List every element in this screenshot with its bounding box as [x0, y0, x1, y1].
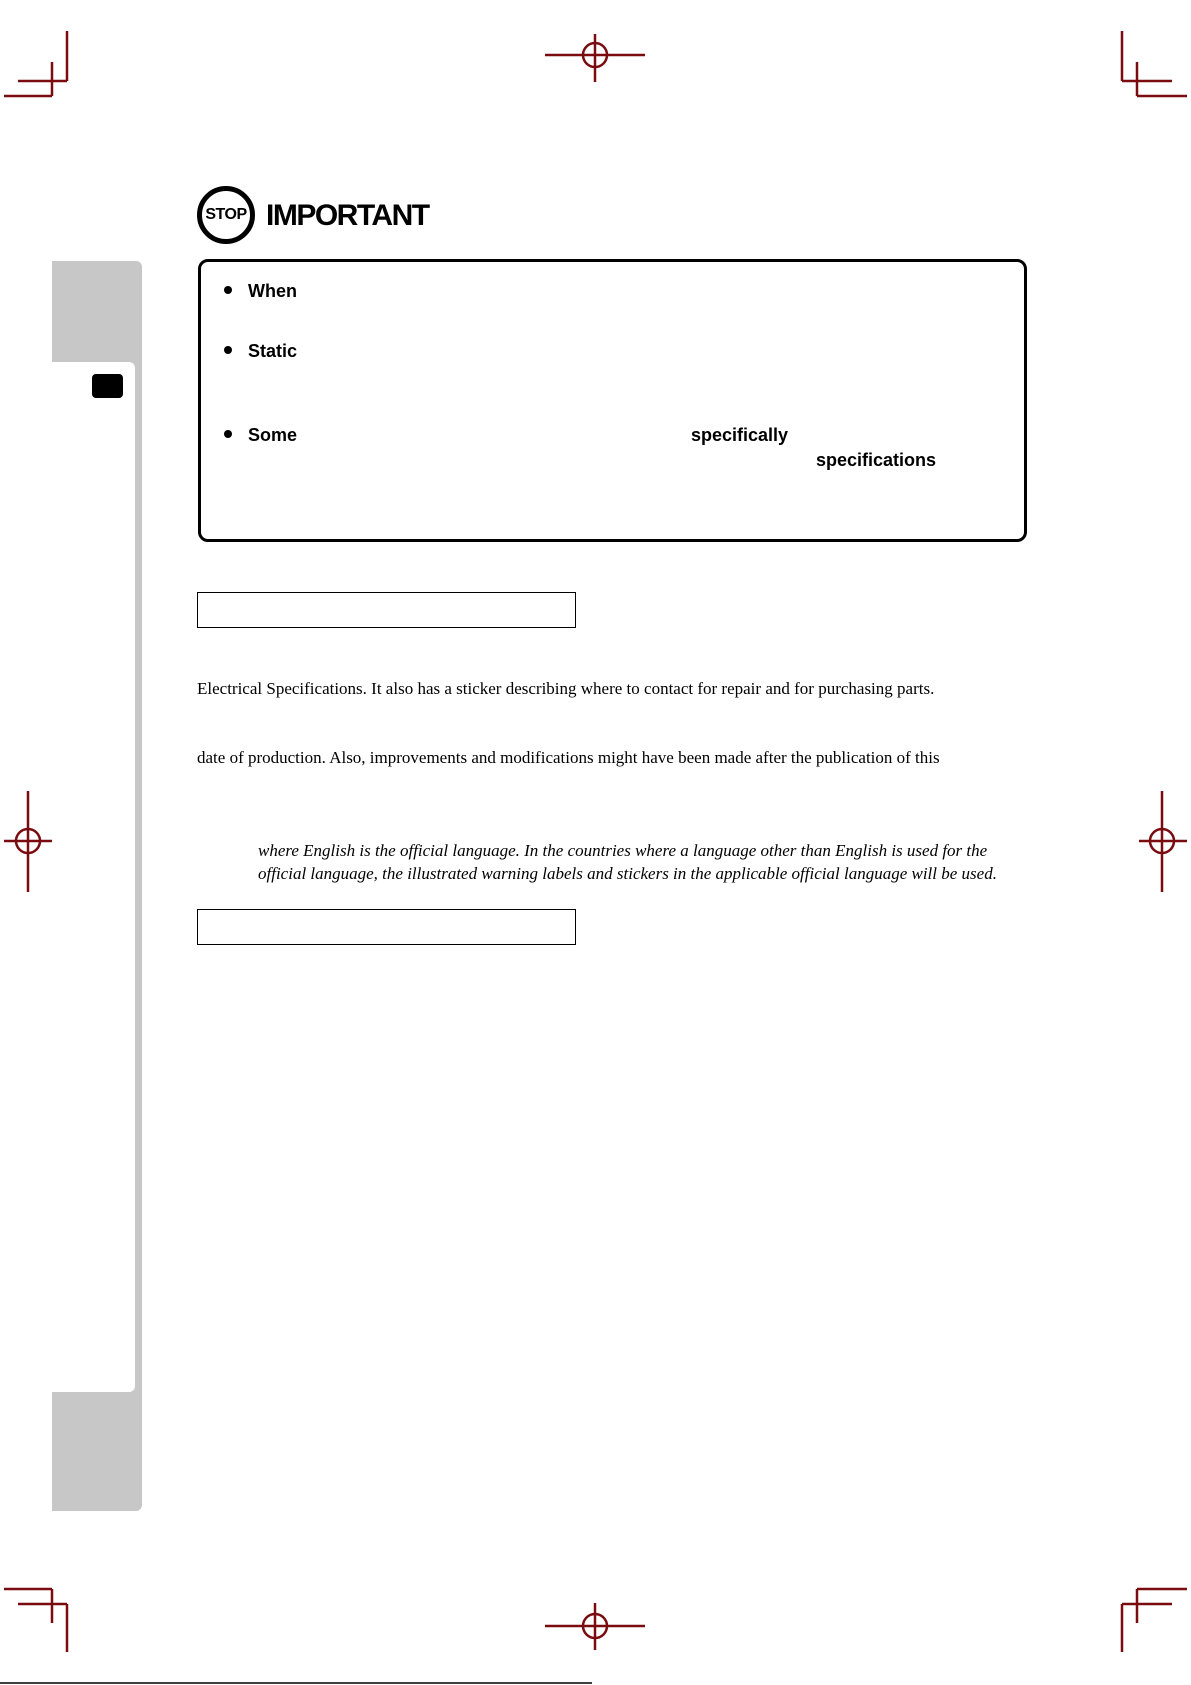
note-text-line: official language, the illustrated warning labels and stickers in the applicable official language will be used.	[258, 864, 997, 883]
important-notice-box	[198, 259, 1027, 542]
side-tab-inner-panel	[52, 362, 135, 1392]
bullet-text: When	[248, 281, 297, 301]
important-heading: IMPORTANT	[266, 199, 429, 232]
section-heading-box	[197, 909, 576, 945]
stop-icon: STOP	[197, 186, 255, 244]
bullet-text-fragment: specifically	[691, 425, 789, 445]
bullet-text: Static	[248, 341, 298, 361]
note-text-line: where English is the official language. In the countries where a language other than English is used for the	[258, 841, 988, 860]
bullet-text: Some	[248, 425, 298, 445]
body-text-line: Electrical Specifications. It also has a sticker describing where to contact for repair and for purchasing parts.	[197, 679, 935, 698]
bullet-item	[224, 340, 297, 362]
section-heading-box	[197, 592, 576, 628]
bullet-dot	[224, 430, 232, 438]
bullet-item	[224, 280, 297, 302]
bullet-item	[224, 424, 297, 446]
body-text-line: date of production. Also, improvements and modifications might have been made after the publication of this	[197, 748, 940, 767]
bullet-dot	[224, 286, 232, 294]
bullet-text-fragment: specifications	[816, 450, 937, 470]
bullet-dot	[224, 346, 232, 354]
side-tab-marker	[92, 374, 123, 398]
